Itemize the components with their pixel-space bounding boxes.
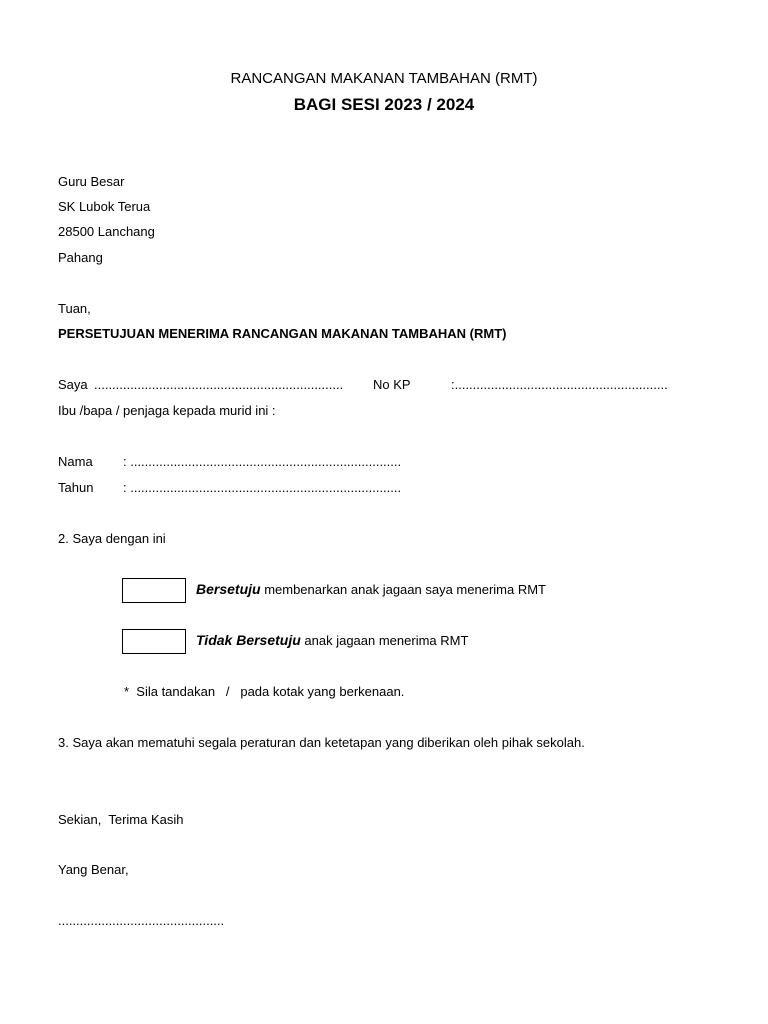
address-line-3: 28500 Lanchang xyxy=(58,224,155,239)
tahun-label: Tahun xyxy=(58,480,94,495)
saya-field[interactable]: ..................................................................... xyxy=(94,377,344,392)
address-line-2: SK Lubok Terua xyxy=(58,199,151,214)
nama-field[interactable]: : ........................................................................... xyxy=(123,454,402,469)
instruction-note: * Sila tandakan / pada kotak yang berkenaan. xyxy=(124,684,405,699)
disagree-option-label xyxy=(196,632,468,649)
agree-option-label xyxy=(196,581,546,598)
salutation: Tuan, xyxy=(58,301,91,316)
closing-thanks: Sekian, Terima Kasih xyxy=(58,812,184,827)
section-2-heading: 2. Saya dengan ini xyxy=(58,531,166,546)
address-line-1: Guru Besar xyxy=(58,174,125,189)
disagree-bold-text: Tidak Bersetuju xyxy=(196,632,301,648)
agree-bold-text: Bersetuju xyxy=(196,581,261,597)
agree-text: membenarkan anak jagaan saya menerima RMT xyxy=(260,582,546,597)
form-session: BAGI SESI 2023 / 2024 xyxy=(293,95,475,114)
tahun-field[interactable]: : ........................................................................... xyxy=(123,480,402,495)
disagree-text: anak jagaan menerima RMT xyxy=(300,633,469,648)
nokp-label: No KP xyxy=(373,377,411,392)
agree-checkbox[interactable] xyxy=(122,578,186,603)
saya-label: Saya xyxy=(58,377,88,392)
nokp-field[interactable]: :........................................................... xyxy=(451,377,668,392)
nama-label: Nama xyxy=(58,454,93,469)
signature-line[interactable]: .............................................. xyxy=(58,913,225,928)
address-line-4: Pahang xyxy=(58,250,103,265)
form-title: RANCANGAN MAKANAN TAMBAHAN (RMT) xyxy=(230,70,538,87)
disagree-checkbox[interactable] xyxy=(122,629,186,654)
guardian-line: Ibu /bapa / penjaga kepada murid ini : xyxy=(58,403,276,418)
closing-yang-benar: Yang Benar, xyxy=(58,862,129,877)
section-3-text: 3. Saya akan mematuhi segala peraturan dan ketetapan yang diberikan oleh pihak sekolah. xyxy=(58,735,585,750)
subject-line: PERSETUJUAN MENERIMA RANCANGAN MAKANAN TAMBAHAN (RMT) xyxy=(58,326,507,341)
